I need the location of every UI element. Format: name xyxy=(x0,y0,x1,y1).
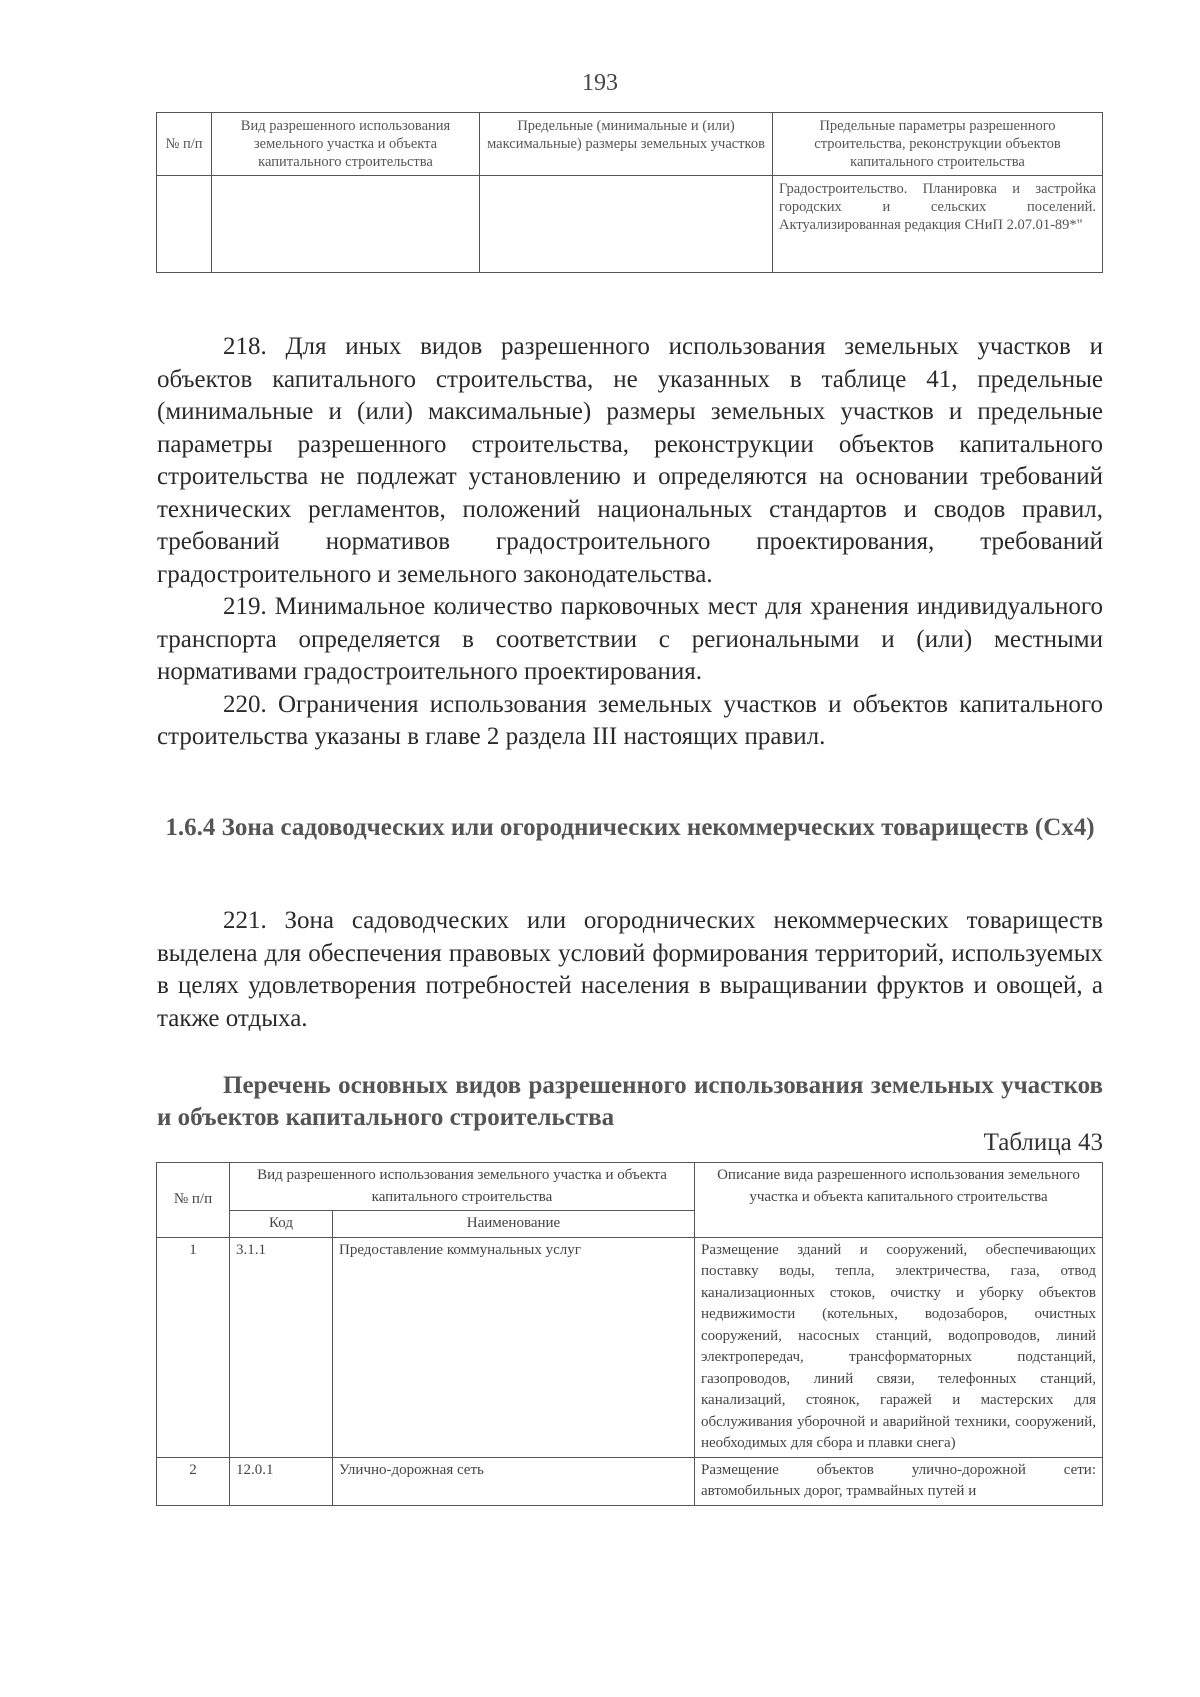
table-label: Таблица 43 xyxy=(983,1129,1103,1156)
main-table-header-num: № п/п xyxy=(157,1163,230,1238)
top-table-cell-num xyxy=(157,176,212,273)
main-table xyxy=(156,1162,1103,1506)
row-desc: Размещение объектов улично-дорожной сети: автомобильных дорог, трамвайных путей и xyxy=(695,1457,1103,1505)
top-table xyxy=(156,112,1103,273)
paragraph-219: 219. Минимальное количество парковочных мест для хранения индивидуального транспорта определяется в соответствии с региональными и (или) местными нормативами градостроительного проектирования. xyxy=(157,593,1103,685)
main-table-header-desc: Описание вида разрешенного использования земельного участка и объекта капитального строительства xyxy=(695,1163,1103,1238)
row-code: 3.1.1 xyxy=(230,1237,333,1457)
main-table-header-group: Вид разрешенного использования земельного участка и объекта капитального строительства xyxy=(230,1163,695,1211)
row-code: 12.0.1 xyxy=(230,1457,333,1505)
body-paragraphs-1 xyxy=(157,331,1103,754)
table-row xyxy=(157,1237,1103,1457)
top-table-header-vid: Вид разрешенного использования земельного участка и объекта капитального строительства xyxy=(212,113,480,176)
main-table-header-name: Наименование xyxy=(333,1211,695,1238)
top-table-cell-vid xyxy=(212,176,480,273)
table-row xyxy=(157,1457,1103,1505)
top-table-row xyxy=(157,176,1103,273)
row-name: Улично-дорожная сеть xyxy=(333,1457,695,1505)
paragraph-220: 220. Ограничения использования земельных участков и объектов капитального строительства указаны в главе 2 раздела III настоящих правил. xyxy=(157,690,1103,750)
top-table-header-row xyxy=(157,113,1103,176)
row-num: 2 xyxy=(157,1457,230,1505)
page-number: 193 xyxy=(582,70,618,96)
top-table-header-size: Предельные (минимальные и (или) максимальные) размеры земельных участков xyxy=(480,113,773,176)
top-table-header-num: № п/п xyxy=(157,113,212,176)
top-table-cell-size xyxy=(480,176,773,273)
main-table-header-row xyxy=(157,1163,1103,1211)
section-heading: 1.6.4 Зона садоводческих или огороднических некоммерческих товариществ (Сх4) xyxy=(165,814,1095,841)
paragraph-218: 218. Для иных видов разрешенного использования земельных участков и объектов капитального строительства, не указанных в таблице 41, предельные (минимальные и (или) максимальные) размеры земельных участков и предельные параметры разрешенного строительства, реконструкции объектов капитального строительства не подлежат установлению и определяются на основании требований технических регламентов, положений национальных стандартов и сводов правил, требований нормативов градостроительного проектирования, требований градостроительного и земельного законодательства. xyxy=(157,333,1103,588)
list-heading: Перечень основных видов разрешенного использования земельных участков и объектов капитального строительства xyxy=(157,1072,1103,1131)
paragraph-221: 221. Зона садоводческих или огороднических некоммерческих товариществ выделена для обеспечения правовых условий формирования территорий, используемых в целях удовлетворения потребностей населения в выращивании фруктов и овощей, а также отдыха. xyxy=(157,907,1103,1032)
row-desc: Размещение зданий и сооружений, обеспечивающих поставку воды, тепла, электричества, газа, отвод канализационных стоков, очистку и уборку объектов недвижимости (котельных, водозаборов, очистных сооружений, насосных станций, водопроводов, линий электропередач, трансформаторных подстанций, газопроводов, линий связи, телефонных станций, канализаций, стоянок, гаражей и мастерских для обслуживания уборочной и аварийной техники, сооружений, необходимых для сбора и плавки снега) xyxy=(695,1237,1103,1457)
body-paragraphs-2 xyxy=(157,905,1103,1035)
main-table-header-code: Код xyxy=(230,1211,333,1238)
row-num: 1 xyxy=(157,1237,230,1457)
top-table-header-params: Предельные параметры разрешенного строительства, реконструкции объектов капитального строительства xyxy=(773,113,1103,176)
top-table-cell-params: Градостроительство. Планировка и застройка городских и сельских поселений. Актуализированная редакция СНиП 2.07.01-89*" xyxy=(773,176,1103,273)
row-name: Предоставление коммунальных услуг xyxy=(333,1237,695,1457)
